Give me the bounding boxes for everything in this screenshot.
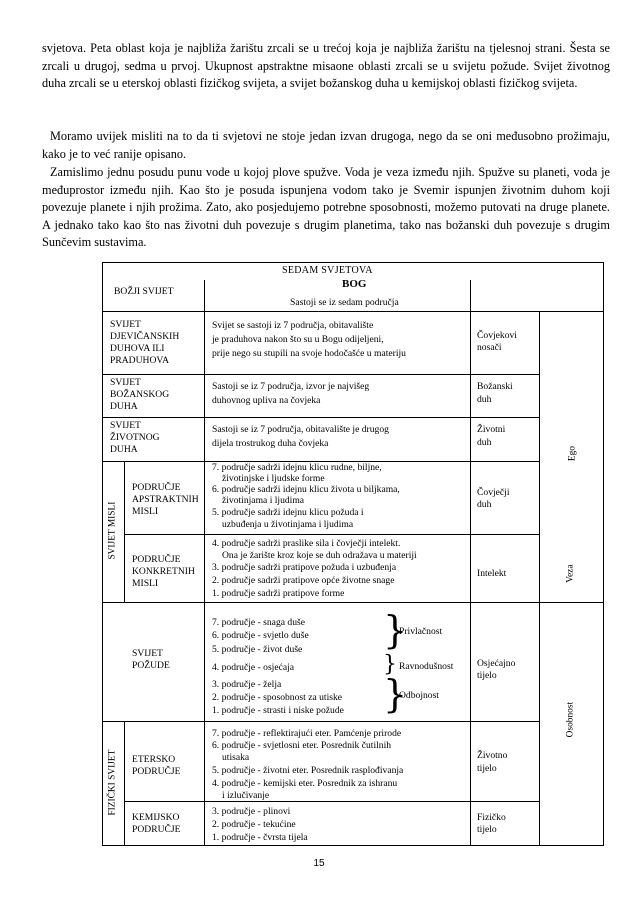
row2-right-1: Božanski bbox=[477, 381, 513, 392]
konkretne-label-3: MISLI bbox=[132, 578, 159, 589]
konkretne-desc-4: 2. područje sadrži pratipove opće životne snage bbox=[212, 575, 395, 586]
brace-icon-ravnodusnost: } bbox=[383, 652, 397, 677]
page-number: 15 bbox=[313, 858, 325, 869]
row2-label-1: SVIJET bbox=[110, 377, 141, 388]
row3-label-1: SVIJET bbox=[110, 420, 141, 431]
etersko-desc-1: 7. područje - reflektirajući eter. Pamćenje prirode bbox=[212, 728, 402, 739]
paragraph-3: Zamislimo jednu posudu punu vode u kojoj plove spužve. Voda je veza između njih. Spužve su planeti, voda je međuprostor između njih. Kao što je posuda ispunjena vodom tako je Svemir ispunjen životnim duhom koji povezuje planete i njih prožima. Zato, ako posjedujemo potrebne sposobnosti, možemo putovati na druge planete. A jednako tako kao što nas životni duh povezuje s drugim planetima, tako nas božanski duh povezuje s drugim Sunčevim sustavima. bbox=[42, 165, 610, 250]
pozude-desc-6: 2. područje - sposobnost za utiske bbox=[212, 692, 343, 703]
etersko-label-1: ETERSKO bbox=[132, 754, 176, 765]
apstraktne-right-1: Čovječji bbox=[477, 487, 510, 498]
pozude-desc-3: 5. područje - život duše bbox=[212, 644, 303, 655]
row3-label-2: ŽIVOTNOG bbox=[110, 432, 160, 443]
kemijsko-right-1: Fizičko bbox=[477, 812, 506, 823]
kemijsko-label-1: KEMIJSKO bbox=[132, 812, 180, 823]
apstraktne-right-2: duh bbox=[477, 499, 492, 510]
kemijsko-desc-3: 1. područje - čvrsta tijela bbox=[212, 832, 308, 843]
row1-label-2: DJEVIČANSKIH bbox=[110, 331, 180, 342]
apstraktne-desc-4: životinjama i ljudima bbox=[222, 495, 305, 506]
row3-right-2: duh bbox=[477, 437, 492, 448]
svijet-misli-label: SVIJET MISLI bbox=[107, 501, 118, 560]
row1-desc-3: prije nego su stupili na svoje hodočašće u materiju bbox=[212, 348, 406, 359]
konkretne-right-1: Intelekt bbox=[477, 568, 507, 579]
row1-right-1: Čovjekovi bbox=[477, 330, 517, 341]
paragraph-1: svjetova. Peta oblast koja je najbliža žarištu zrcali se u trećoj koja je najbliža žarištu na tjelesnoj strani. Šesta se zrcali u drugoj, sedma u prvoj. Ukupnost apstraktne misaone oblasti zrcali se u svijetu požude. Svijet životnog duha zrcali se u eterskoj oblasti fizičkog svijeta, a svijet božanskog duha u kemijskoj oblasti fizičkog svijeta. bbox=[42, 41, 610, 91]
kemijsko-label-2: PODRUČJE bbox=[132, 824, 181, 835]
konkretne-desc-5: 1. područje sadrži pratipove forme bbox=[212, 588, 345, 599]
seven-worlds-diagram bbox=[102, 262, 604, 846]
konkretne-label-1: PODRUČJE bbox=[132, 554, 181, 565]
row2-label-2: BOŽANSKOG bbox=[110, 389, 170, 400]
pozude-brace-1: Privlačnost bbox=[399, 626, 443, 637]
row1-label-1: SVIJET bbox=[110, 319, 141, 330]
pozude-desc-4: 4. područje - osjećaja bbox=[212, 662, 295, 673]
osobnost-label: Osobnost bbox=[565, 701, 576, 738]
row2-label-3: DUHA bbox=[110, 401, 138, 412]
row3-desc-1: Sastoji se iz 7 područja, obitavalište je drugog bbox=[212, 424, 389, 435]
row3-desc-2: dijela trostrukog duha čovjeka bbox=[212, 438, 329, 449]
brace-icon-privlacnost: } bbox=[383, 608, 408, 652]
apstraktne-label-2: APSTRAKTNIH bbox=[132, 494, 199, 505]
row2-desc-2: duhovnog upliva na čovjeka bbox=[212, 395, 321, 406]
paragraph-2: Moramo uvijek misliti na to da ti svjetovi ne stoje jedan izvan drugoga, nego da se oni međusobno prožimaju, kako je to već ranije opisano. bbox=[42, 129, 610, 161]
etersko-desc-3: utisaka bbox=[222, 752, 250, 763]
ego-label: Ego bbox=[567, 446, 578, 462]
pozude-right-1: Osjećajno bbox=[477, 658, 516, 669]
apstraktne-desc-2: životinjske i ljudske forme bbox=[222, 473, 325, 484]
etersko-right-1: Životno bbox=[477, 750, 508, 761]
konkretne-desc-1: 4. područje sadrži praslike sila i čovječji intelekt. bbox=[212, 538, 401, 549]
kemijsko-right-2: tijelo bbox=[477, 824, 497, 835]
etersko-right-2: tijelo bbox=[477, 763, 497, 774]
apstraktne-desc-6: uzbuđenja u životinjama i ljudima bbox=[222, 519, 354, 530]
fizicki-svijet-label: FIZIČKI SVIJET bbox=[107, 749, 118, 816]
konkretne-desc-3: 3. područje sadrži pratipove požuda i uzbuđenja bbox=[212, 562, 397, 573]
pozude-brace-3: Odbojnost bbox=[399, 690, 439, 701]
pozude-desc-7: 1. područje - strasti i niske požude bbox=[212, 705, 344, 716]
pozude-right-2: tijelo bbox=[477, 670, 497, 681]
etersko-desc-4: 5. područje - životni eter. Posrednik rasplođivanja bbox=[212, 765, 404, 776]
god-subtitle: Sastoji se iz sedam područja bbox=[290, 297, 399, 308]
brace-icon-odbojnost: } bbox=[383, 672, 408, 716]
etersko-desc-6: i izlučivanje bbox=[222, 790, 270, 801]
pozude-label-2: POŽUDE bbox=[132, 660, 170, 671]
kemijsko-desc-2: 2. područje - tekućine bbox=[212, 819, 296, 830]
veza-label: Veza bbox=[565, 564, 576, 583]
apstraktne-label-1: PODRUČJE bbox=[132, 482, 181, 493]
row1-label-4: PRADUHOVA bbox=[110, 355, 169, 366]
bozji-svijet-label: BOŽJI SVIJET bbox=[114, 286, 174, 297]
god-label: BOG bbox=[342, 278, 367, 290]
konkretne-label-2: KONKRETNIH bbox=[132, 566, 195, 577]
apstraktne-desc-3: 6. područje sadrži idejnu klicu života u biljkama, bbox=[212, 484, 400, 495]
etersko-label-2: PODRUČJE bbox=[132, 766, 181, 777]
apstraktne-desc-1: 7. područje sadrži idejnu klicu rudne, biljne, bbox=[212, 462, 382, 473]
konkretne-desc-2: Ona je žarište kroz koje se duh odražava u materiji bbox=[222, 550, 417, 561]
row1-desc-1: Svijet se sastoji iz 7 područja, obitavalište bbox=[212, 320, 374, 331]
pozude-desc-1: 7. područje - snaga duše bbox=[212, 617, 305, 628]
row2-right-2: duh bbox=[477, 394, 492, 405]
etersko-desc-5: 4. područje - kemijski eter. Posrednik za ishranu bbox=[212, 778, 398, 789]
row1-desc-2: je praduhova nakon što su u Bogu odijeljeni, bbox=[212, 334, 384, 345]
pozude-desc-2: 6. područje - svjetlo duše bbox=[212, 630, 309, 641]
apstraktne-label-3: MISLI bbox=[132, 506, 159, 517]
pozude-desc-5: 3. područje - želja bbox=[212, 679, 282, 690]
apstraktne-desc-5: 5. područje sadrži idejnu klicu požuda i bbox=[212, 507, 364, 518]
kemijsko-desc-1: 3. područje - plinovi bbox=[212, 806, 291, 817]
pozude-brace-2: Ravnodušnost bbox=[399, 661, 454, 672]
row1-right-2: nosači bbox=[477, 342, 502, 353]
etersko-desc-2: 6. područje - svjetlosni eter. Posrednik čutilnih bbox=[212, 740, 392, 751]
diagram-title: SEDAM SVJETOVA bbox=[282, 265, 373, 276]
row3-label-3: DUHA bbox=[110, 444, 138, 455]
pozude-label-1: SVIJET bbox=[132, 648, 163, 659]
row1-label-3: DUHOVA ILI bbox=[110, 343, 165, 354]
row3-right-1: Životni bbox=[477, 424, 506, 435]
row2-desc-1: Sastoji se iz 7 područja, izvor je najvišeg bbox=[212, 381, 370, 392]
